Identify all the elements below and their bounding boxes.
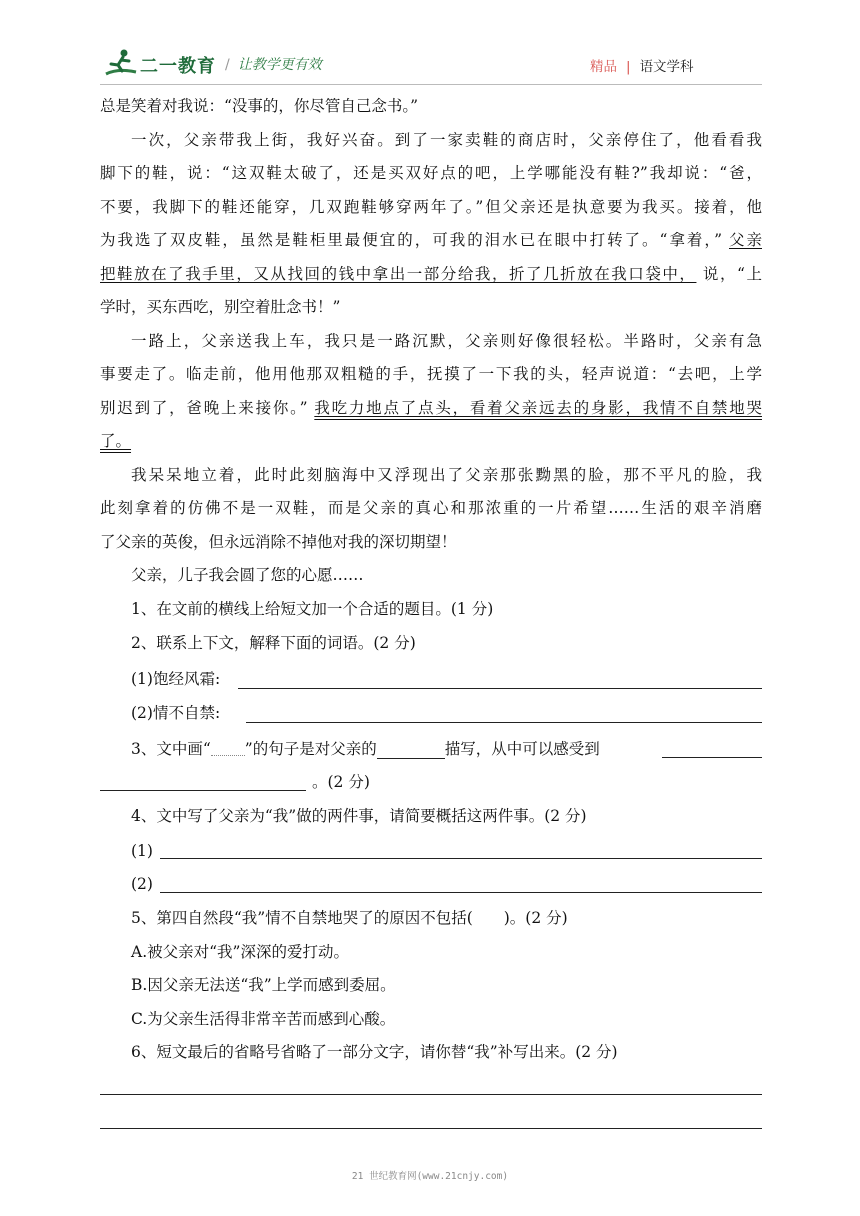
answer-line[interactable] [160, 858, 762, 859]
item-label: (1) [131, 842, 153, 860]
option-text: B.因父亲无法送“我”上学而感到委屈。 [131, 976, 396, 994]
header-divider [100, 84, 762, 85]
text-run: 说，“上 [702, 265, 762, 283]
passage-line: 一路上，父亲送我上车，我只是一路沉默，父亲则好像很轻松。半路时，父亲有急 [131, 332, 762, 350]
question-text: 4、文中写了父亲为“我”做的两件事，请简要概括这两件事。(2 分) [131, 807, 587, 825]
passage-line: 一次，父亲带我上街，我好兴奋。到了一家卖鞋的商店时，父亲停住了，他看看我 [131, 131, 762, 149]
question-2-2 [100, 703, 762, 723]
slogan [225, 54, 322, 74]
logo-text: 二一教育 [140, 56, 216, 77]
term-label: (1)饱经风霜: [131, 670, 221, 688]
option-c[interactable] [100, 1009, 762, 1029]
question-text: 6、短文最后的省略号省略了一部分文字，请你替“我”补写出来。(2 分) [131, 1043, 618, 1061]
passage-line [100, 230, 762, 250]
option-a[interactable] [100, 942, 762, 962]
text-run: 别迟到了，爸晚上来接你。” [100, 399, 308, 417]
term-label: (2)情不自禁: [131, 704, 221, 722]
question-text: 3、文中画“ [131, 740, 211, 758]
brand-logo [104, 48, 224, 80]
passage-line [100, 398, 762, 418]
text-run: 为我选了双皮鞋，虽然是鞋柜里最便宜的，可我的泪水已在眼中打转了。“拿着，” [100, 231, 723, 249]
slogan-text: 让教学更有效 [237, 57, 322, 73]
question-4-2 [100, 874, 762, 894]
passage-line: 学时，买东西吃，别空着肚念书！” [100, 298, 341, 316]
page-header [0, 0, 860, 86]
option-text: A.被父亲对“我”深深的爱打动。 [131, 943, 349, 961]
answer-line[interactable] [238, 688, 762, 689]
page-footer: 21 世纪教育网(www.21cnjy.com) [351, 1171, 509, 1182]
double-underlined-sentence: 了。 [100, 432, 132, 450]
passage-line: 不要，我脚下的鞋还能穿，几双跑鞋够穿两年了。”但父亲还是执意要为我买。接着，他 [100, 198, 762, 216]
wavy-underline-sample [211, 741, 245, 756]
header-separator: | [626, 59, 631, 75]
slogan-separator: / [225, 57, 230, 73]
answer-line[interactable] [246, 722, 762, 723]
passage-line: 了父亲的英俊，但永远消除不掉他对我的深切期望！ [100, 533, 457, 551]
underlined-text: 父亲 [729, 231, 762, 249]
answer-line[interactable] [100, 1128, 762, 1129]
question-5 [100, 908, 762, 928]
passage-line: 总是笑着对我说：“没事的，你尽管自己念书。” [100, 97, 419, 115]
runner-icon [104, 48, 140, 78]
option-text: C.为父亲生活得非常辛苦而感到心酸。 [131, 1010, 396, 1028]
subject-label: 语文学科 [639, 59, 694, 75]
answer-line[interactable] [662, 757, 762, 758]
question-1 [100, 599, 762, 619]
quality-badge: 精品 [590, 59, 617, 75]
header-right [590, 55, 694, 75]
double-underlined-sentence: 我吃力地点了点头，看着父亲远去的身影，我情不自禁地哭 [314, 399, 762, 417]
question-2-1 [100, 669, 762, 689]
underlined-text: 把鞋放在了我手里，又从找回的钱中拿出一部分给我，折了几折放在我口袋中， [100, 265, 697, 283]
passage-line: 父亲，儿子我会圆了您的心愿…… [131, 566, 364, 584]
passage-line: 我呆呆地立着，此时此刻脑海中又浮现出了父亲那张黝黑的脸，那不平凡的脸，我 [131, 466, 762, 484]
question-4 [100, 806, 762, 826]
option-b[interactable] [100, 975, 762, 995]
question-text: 描写，从中可以感受到 [444, 740, 600, 758]
question-text: 1、在文前的横线上给短文加一个合适的题目。(1 分) [131, 600, 494, 618]
question-text: ”的句子是对父亲的 [244, 740, 377, 758]
answer-blank[interactable] [377, 740, 445, 759]
answer-line[interactable] [160, 892, 762, 893]
question-text: 5、第四自然段“我”情不自禁地哭了的原因不包括( )。(2 分) [131, 909, 568, 927]
item-label: (2) [131, 875, 153, 893]
question-2 [100, 633, 762, 653]
answer-line[interactable] [100, 1094, 762, 1095]
passage-line [100, 431, 762, 451]
question-3 [100, 739, 762, 759]
passage-line: 此刻拿着的仿佛不是一双鞋，而是父亲的真心和那浓重的一片希望……生活的艰辛消磨 [100, 499, 762, 517]
passage-line: 脚下的鞋，说：“这双鞋太破了，还是买双好点的吧，上学哪能没有鞋?”我却说：“爸， [100, 164, 762, 182]
answer-line[interactable] [100, 790, 306, 791]
passage-line [100, 264, 762, 284]
question-text: 2、联系上下文，解释下面的词语。(2 分) [131, 634, 416, 652]
question-6 [100, 1042, 762, 1062]
question-3-end: 。(2 分) [312, 773, 370, 791]
passage-line: 事要走了。临走前，他用他那双粗糙的手，抚摸了一下我的头，轻声说道：“去吧，上学 [100, 365, 762, 383]
